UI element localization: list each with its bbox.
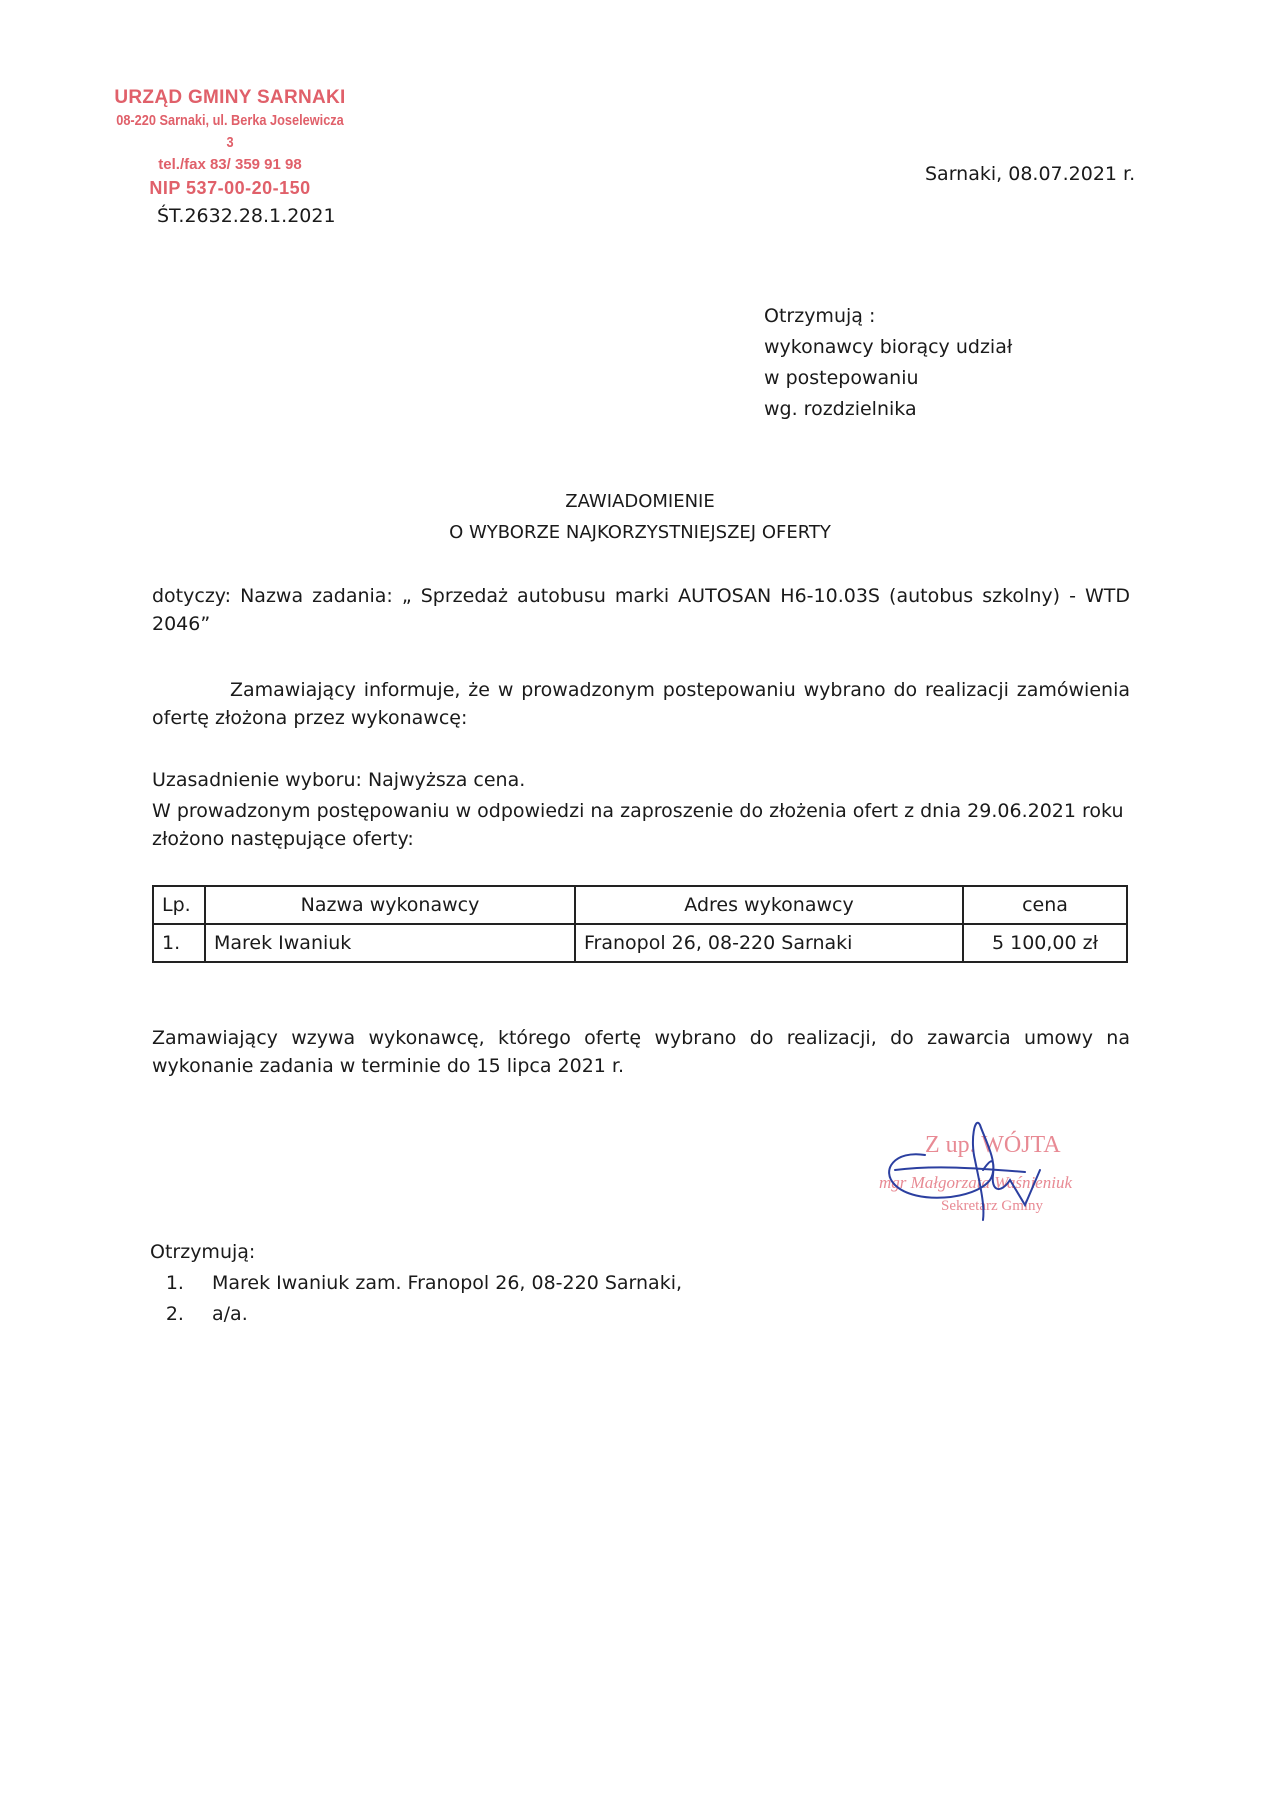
addressees-line: w postepowaniu [764, 367, 919, 389]
recipients-block [150, 1237, 682, 1330]
header-address: Adres wykonawcy [575, 886, 963, 924]
place-date: Sarnaki, 08.07.2021 r. [925, 163, 1136, 185]
addressees-line: wykonawcy biorący udział [764, 336, 1013, 358]
title-line-2: O WYBORZE NAJKORZYSTNIEJSZEJ OFERTY [449, 522, 831, 543]
recipients-list [150, 1268, 682, 1330]
stamp-office-name: URZĄD GMINY SARNAKI [114, 87, 346, 108]
signature-graphic [875, 1110, 1135, 1230]
office-stamp [95, 86, 365, 200]
list-item: 2. a/a. [190, 1299, 682, 1330]
header-lp: Lp. [153, 886, 205, 924]
reference-number: ŚT.2632.28.1.2021 [157, 205, 336, 227]
cell-price: 5 100,00 zł [963, 924, 1127, 962]
addressees-block [764, 301, 1012, 425]
justification: Uzasadnienie wyboru: Najwyższa cena. [152, 769, 526, 791]
signature-block [875, 1110, 1135, 1230]
header-price: cena [963, 886, 1127, 924]
recipients-heading: Otrzymują: [150, 1241, 256, 1263]
signature-stamp-line-1: Z up. WÓJTA [925, 1132, 1061, 1158]
info-paragraph: Zamawiający informuje, że w prowadzonym postepowaniu wybrano do realizacji zamówienia ofertę złożona przez wykonawcę: [152, 679, 1130, 729]
subject-line: dotyczy: Nazwa zadania: „ Sprzedaż autobusu marki AUTOSAN H6-10.03S (autobus szkolny) - WTD 2046” [152, 585, 1130, 635]
addressees-line: Otrzymują : [764, 305, 876, 327]
addressees-line: wg. rozdzielnika [764, 398, 917, 420]
stamp-address: 08-220 Sarnaki, ul. Berka Joselewicza 3 [116, 112, 344, 151]
header-name: Nazwa wykonawcy [205, 886, 575, 924]
title-line-1: ZAWIADOMIENIE [565, 491, 715, 512]
cell-lp: 1. [153, 924, 205, 962]
list-item: 1. Marek Iwaniuk zam. Franopol 26, 08-220 Sarnaki, [190, 1268, 682, 1299]
offers-intro: W prowadzonym postępowaniu w odpowiedzi na zaproszenie do złożenia ofert z dnia 29.06.2021 roku złożono następujące oferty: [152, 800, 1124, 850]
signature-stamp-line-3: Sekretarz Gminy [941, 1198, 1044, 1214]
cell-name: Marek Iwaniuk [205, 924, 575, 962]
cell-address: Franopol 26, 08-220 Sarnaki [575, 924, 963, 962]
summons-paragraph: Zamawiający wzywa wykonawcę, którego ofertę wybrano do realizacji, do zawarcia umowy na wykonanie zadania w terminie do 15 lipca 2021 r. [152, 1027, 1130, 1077]
signature-stamp-line-2: mgr Małgorzata Waśnieniuk [879, 1173, 1072, 1192]
document-title [300, 486, 980, 548]
table-row [153, 924, 1127, 962]
table-header-row [153, 886, 1127, 924]
stamp-phone: tel./fax 83/ 359 91 98 [158, 156, 302, 173]
stamp-nip: NIP 537-00-20-150 [149, 178, 311, 198]
offers-table [152, 885, 1128, 963]
